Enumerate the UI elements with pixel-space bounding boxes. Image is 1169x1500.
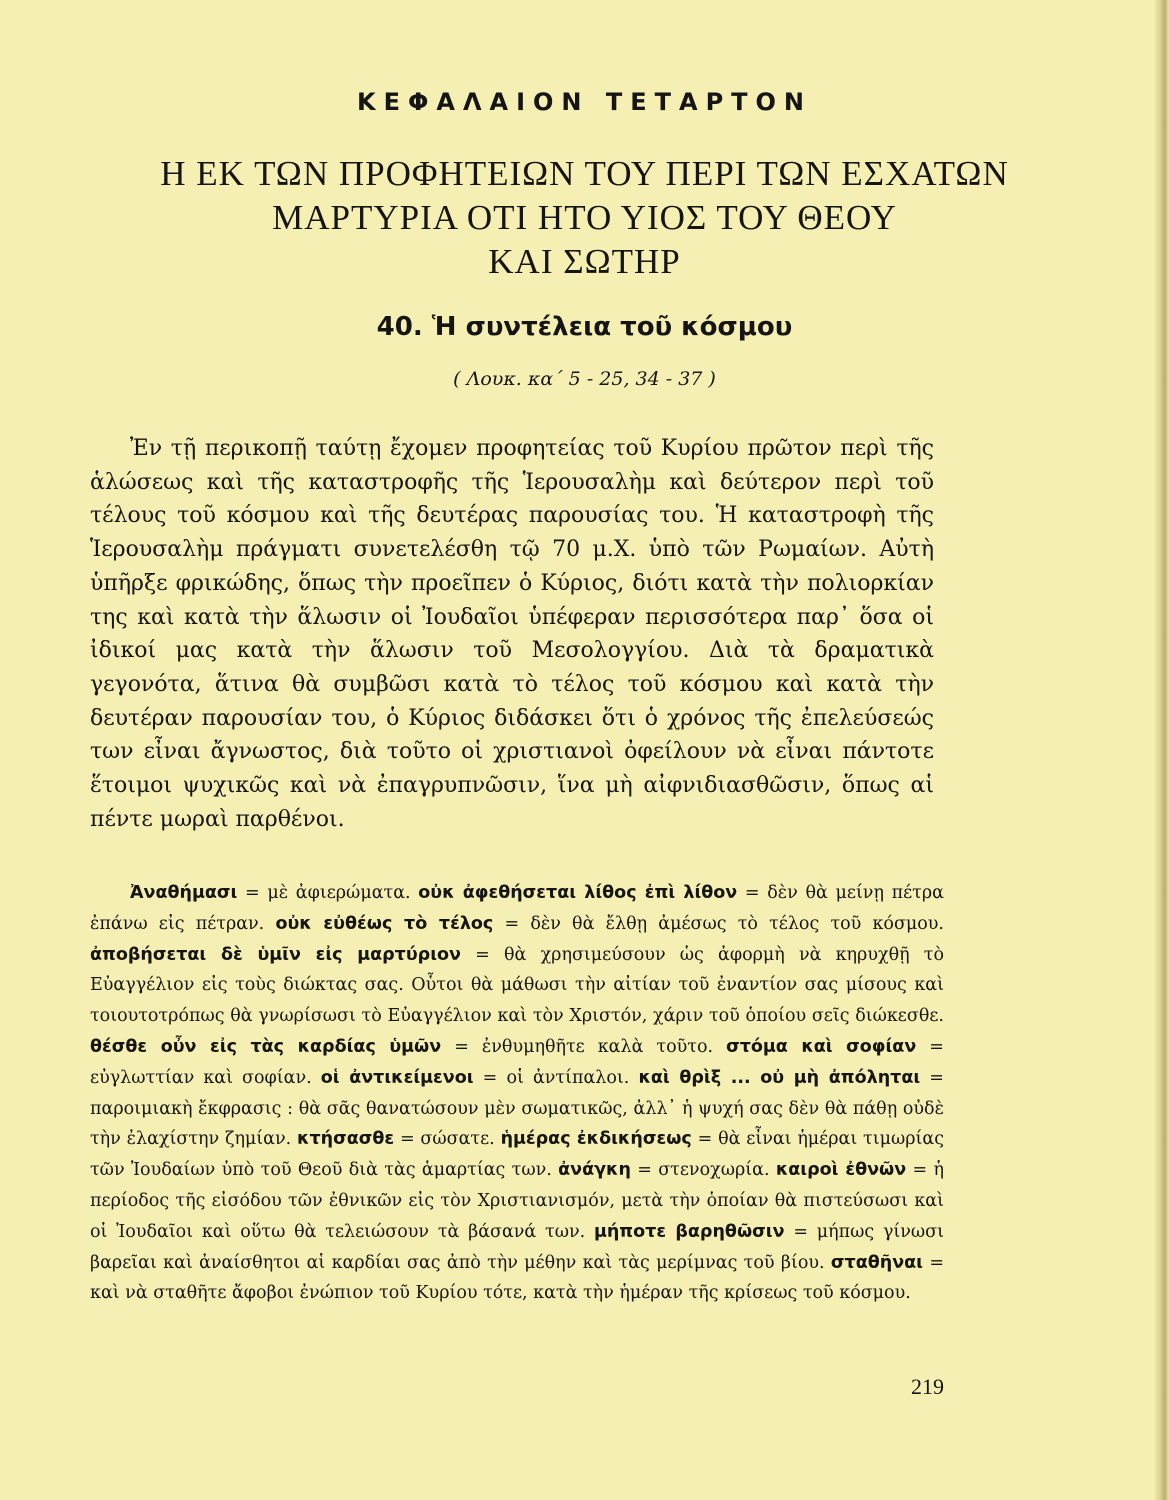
glossary-term: καὶ θρὶξ ... οὐ μὴ ἀπόληται bbox=[638, 1067, 921, 1088]
chapter-title-line: ΜΑΡΤΥΡΙΑ ΟΤΙ ΗΤΟ ΥΙΟΣ ΤΟΥ ΘΕΟΥ bbox=[272, 198, 897, 237]
glossary-term: οὐκ εὐθέως τὸ τέλος bbox=[275, 913, 494, 934]
body-paragraph: Ἐν τῇ περικοπῇ ταύτῃ ἔχομεν προφητείας τοῦ Κυρίου πρῶτον περὶ τῆς ἁλώσεως καὶ τῆς καταστροφῆς τῆς Ἱερουσαλὴμ καὶ δεύτερον περὶ τοῦ τέλους τοῦ κόσμου καὶ τῆς δευτέρας παρουσίας του. Ἡ καταστροφὴ τῆς Ἱερουσαλὴμ πράγματι συνετελέσθη τῷ 70 μ.Χ. ὑπὸ τῶν Ρωμαίων. Αὐτὴ ὑπῆρξε φρικώδης, ὅπως τὴν προεῖπεν ὁ Κύριος, διότι κατὰ τὴν πολιορκίαν της καὶ κατὰ τὴν ἅλωσιν οἱ Ἰουδαῖοι ὑπέφεραν περισσότερα παρ᾽ ὅσα οἱ ἰδικοί μας κατὰ τὴν ἅλωσιν τοῦ Μεσολογγίου. Διὰ τὰ δραματικὰ γεγονότα, ἅτινα θὰ συμβῶσι κατὰ τὸ τέλος τοῦ κόσμου καὶ κατὰ τὴν δευτέραν παρουσίαν του, ὁ Κύριος διδάσκει ὅτι ὁ χρόνος τῆς ἐπελεύσεώς των εἶναι ἄγνωστος, διὰ τοῦτο οἱ χριστιανοὶ ὀφείλουν νὰ εἶναι πάντοτε ἕτοιμοι ψυχικῶς καὶ νὰ ἐπαγρυπνῶσιν, ἵνα μὴ αἰφνιδιασθῶσιν, ὅπως αἱ πέντε μωραὶ παρθένοι. bbox=[90, 436, 934, 832]
glossary-definition: = στενοχωρία. bbox=[637, 1160, 770, 1181]
glossary-term: κτήσασθε bbox=[297, 1129, 395, 1150]
glossary-definition: = θὰ εἶναι ἡμέραι τιμωρίας τῶν Ἰουδαίων ὑπὸ τοῦ Θεοῦ διὰ τὰς ἁμαρτίας των. bbox=[90, 1129, 944, 1181]
glossary-term: οὐκ ἀφεθήσεται λίθος ἐπὶ λίθον bbox=[418, 883, 738, 903]
glossary-term: στόμα καὶ σοφίαν bbox=[726, 1036, 917, 1057]
glossary-paragraph bbox=[90, 878, 944, 1309]
main-text bbox=[90, 432, 934, 836]
scripture-reference: ( Λουκ. κα΄ 5 - 25, 34 - 37 ) bbox=[453, 368, 716, 390]
glossary-term: θέσθε οὖν εἰς τὰς καρδίας ὑμῶν bbox=[90, 1036, 442, 1057]
glossary-term: μήποτε βαρηθῶσιν bbox=[593, 1221, 785, 1242]
glossary-term: σταθῆναι bbox=[830, 1252, 923, 1273]
chapter-title-line: Η ΕΚ ΤΩΝ ΠΡΟΦΗΤΕΙΩΝ ΤΟΥ ΠΕΡΙ ΤΩΝ ΕΣΧΑΤΩΝ bbox=[160, 154, 1009, 193]
glossary-term: καιροὶ ἐθνῶν bbox=[775, 1160, 907, 1181]
chapter-title bbox=[0, 152, 1169, 284]
glossary-definition: = εὐγλωττίαν καὶ σοφίαν. bbox=[90, 1036, 944, 1088]
glossary-definition: = θὰ χρησιμεύσουν ὡς ἀφορμὴ νὰ κηρυχθῇ τὸ Εὐαγγέλιον εἰς τοὺς διώκτας σας. Οὗτοι θὰ μάθωσι τὴν αἰτίαν τοῦ ἐναντίον σας μίσους καὶ τοιουτοτρόπως θὰ γνωρίσωσι τὸ Εὐαγγέλιον καὶ τὸν Χριστόν, χάριν τοῦ ὁποίου σεῖς διώκεσθε. bbox=[90, 944, 944, 1027]
chapter-title-line: ΚΑΙ ΣΩΤΗΡ bbox=[488, 242, 681, 281]
glossary-definition: = μήπως γίνωσι βαρεῖαι καὶ ἀναίσθητοι αἱ καρδίαι σας ἀπὸ τὴν μέθην καὶ τὰς μερίμνας τοῦ βίου. bbox=[90, 1221, 944, 1273]
glossary-definition: = μὲ ἀφιερώματα. bbox=[245, 883, 411, 903]
glossary-definition: = σώσατε. bbox=[399, 1129, 495, 1150]
glossary-definition: = οἱ ἀντίπαλοι. bbox=[482, 1067, 630, 1088]
section-heading: 40. Ἡ συντέλεια τοῦ κόσμου bbox=[376, 312, 793, 342]
glossary-term: ἀνάγκη bbox=[558, 1160, 631, 1181]
glossary-term: Ἀναθήμασι bbox=[130, 883, 238, 903]
glossary-term: ἡμέρας ἐκδικήσεως bbox=[500, 1129, 692, 1150]
page-number: 219 bbox=[911, 1374, 944, 1399]
glossary-definition: = παροιμιακὴ ἔκφρασις : θὰ σᾶς θανατώσουν μὲν σωματικῶς, ἀλλ᾽ ἡ ψυχή σας δὲν θὰ πάθῃ οὐδὲ τὴν ἐλαχίστην ζημίαν. bbox=[90, 1067, 944, 1150]
glossary-term: ἀποβήσεται δὲ ὑμῖν εἰς μαρτύριον bbox=[90, 944, 461, 965]
glossary-term: οἱ ἀντικείμενοι bbox=[320, 1067, 474, 1088]
chapter-heading: ΚΕΦΑΛΑΙΟΝ ΤΕΤΑΡΤΟΝ bbox=[356, 88, 813, 116]
glossary-definition: = ἡ περίοδος τῆς εἰσόδου τῶν ἐθνικῶν εἰς τὸν Χριστιανισμόν, μετὰ τὴν ὁποίαν θὰ πιστεύσωσι καὶ οἱ Ἰουδαῖοι καὶ οὕτω θὰ τελειώσουν τὰ βάσανά των. bbox=[90, 1160, 944, 1242]
glossary-definition: = δὲν θὰ μείνῃ πέτρα ἐπάνω εἰς πέτραν. bbox=[90, 883, 944, 934]
glossary-notes bbox=[90, 878, 944, 1309]
glossary-definition: = ἐνθυμηθῆτε καλὰ τοῦτο. bbox=[454, 1036, 714, 1057]
glossary-definition: = δὲν θὰ ἔλθῃ ἀμέσως τὸ τέλος τοῦ κόσμου. bbox=[504, 913, 944, 934]
glossary-definition: = καὶ νὰ σταθῆτε ἄφοβοι ἐνώπιον τοῦ Κυρίου τότε, κατὰ τὴν ἡμέραν τῆς κρίσεως τοῦ κόσμου. bbox=[90, 1252, 944, 1304]
